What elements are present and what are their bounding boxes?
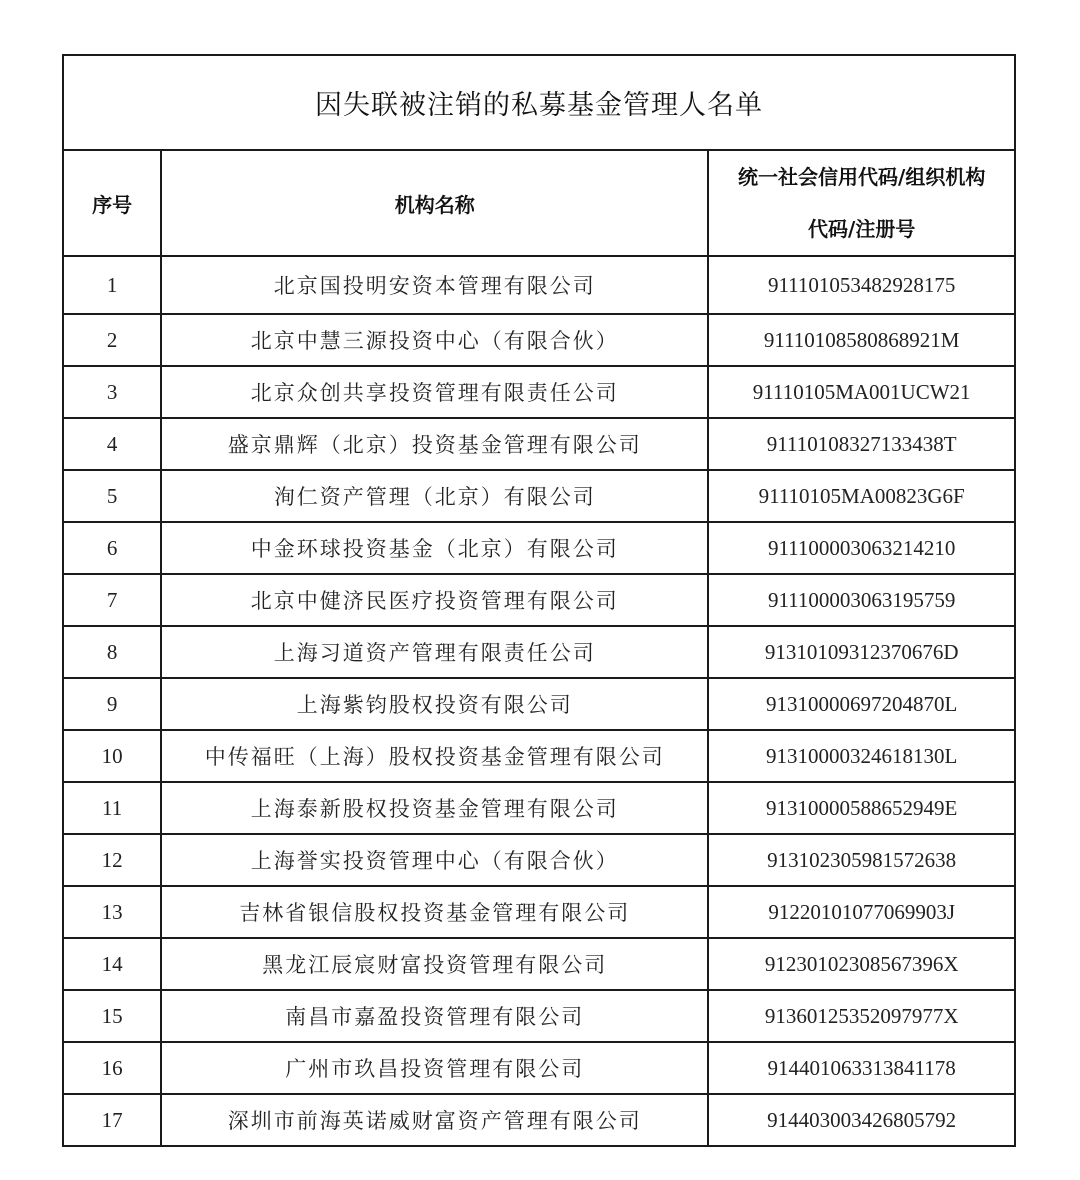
institution-name: 北京中健济民医疗投资管理有限公司	[161, 574, 708, 626]
credit-code: 91360125352097977X	[708, 990, 1015, 1042]
institution-name: 广州市玖昌投资管理有限公司	[161, 1042, 708, 1094]
institution-name: 上海习道资产管理有限责任公司	[161, 626, 708, 678]
institution-name: 上海紫钧股权投资有限公司	[161, 678, 708, 730]
table-row	[63, 678, 1015, 730]
column-header-code-line1: 统一社会信用代码/组织机构	[738, 165, 986, 189]
institution-name: 南昌市嘉盈投资管理有限公司	[161, 990, 708, 1042]
table-title: 因失联被注销的私募基金管理人名单	[63, 55, 1015, 150]
credit-code: 91310000324618130L	[708, 730, 1015, 782]
institution-name: 北京众创共享投资管理有限责任公司	[161, 366, 708, 418]
row-index: 7	[63, 574, 161, 626]
column-header-name: 机构名称	[161, 150, 708, 256]
institution-name: 上海誉实投资管理中心（有限合伙）	[161, 834, 708, 886]
credit-code: 914401063313841178	[708, 1042, 1015, 1094]
institution-name: 北京中慧三源投资中心（有限合伙）	[161, 314, 708, 366]
row-index: 11	[63, 782, 161, 834]
institution-name: 中金环球投资基金（北京）有限公司	[161, 522, 708, 574]
credit-code: 91310109312370676D	[708, 626, 1015, 678]
credit-code: 911100003063214210	[708, 522, 1015, 574]
credit-code: 91310000588652949E	[708, 782, 1015, 834]
row-index: 14	[63, 938, 161, 990]
institution-name: 深圳市前海英诺威财富资产管理有限公司	[161, 1094, 708, 1146]
row-index: 15	[63, 990, 161, 1042]
institution-name: 吉林省银信股权投资基金管理有限公司	[161, 886, 708, 938]
table-row	[63, 730, 1015, 782]
row-index: 10	[63, 730, 161, 782]
institution-name: 上海泰新股权投资基金管理有限公司	[161, 782, 708, 834]
credit-code: 913102305981572638	[708, 834, 1015, 886]
credit-code: 91110105MA00823G6F	[708, 470, 1015, 522]
row-index: 13	[63, 886, 161, 938]
institution-name: 洵仁资产管理（北京）有限公司	[161, 470, 708, 522]
institution-name: 盛京鼎辉（北京）投资基金管理有限公司	[161, 418, 708, 470]
institution-name: 北京国投明安资本管理有限公司	[161, 256, 708, 314]
column-header-code-line2: 代码/注册号	[808, 217, 916, 241]
row-index: 1	[63, 256, 161, 314]
row-index: 3	[63, 366, 161, 418]
column-header-code	[708, 150, 1015, 256]
deregistered-managers-table	[62, 54, 1016, 1147]
table-row	[63, 834, 1015, 886]
table-row	[63, 938, 1015, 990]
credit-code: 91110108327133438T	[708, 418, 1015, 470]
table-row	[63, 522, 1015, 574]
credit-code: 91230102308567396X	[708, 938, 1015, 990]
row-index: 6	[63, 522, 161, 574]
row-index: 2	[63, 314, 161, 366]
row-index: 5	[63, 470, 161, 522]
credit-code: 91310000697204870L	[708, 678, 1015, 730]
credit-code: 914403003426805792	[708, 1094, 1015, 1146]
table-row	[63, 1094, 1015, 1146]
credit-code: 91220101077069903J	[708, 886, 1015, 938]
institution-name: 黑龙江辰宸财富投资管理有限公司	[161, 938, 708, 990]
row-index: 12	[63, 834, 161, 886]
table-row	[63, 256, 1015, 314]
table-row	[63, 418, 1015, 470]
table-row	[63, 626, 1015, 678]
row-index: 17	[63, 1094, 161, 1146]
column-header-index: 序号	[63, 150, 161, 256]
credit-code: 91110105MA001UCW21	[708, 366, 1015, 418]
row-index: 4	[63, 418, 161, 470]
row-index: 8	[63, 626, 161, 678]
table-row	[63, 574, 1015, 626]
row-index: 9	[63, 678, 161, 730]
credit-code: 911101053482928175	[708, 256, 1015, 314]
table-row	[63, 990, 1015, 1042]
table-row	[63, 782, 1015, 834]
table-row	[63, 470, 1015, 522]
table-row	[63, 314, 1015, 366]
row-index: 16	[63, 1042, 161, 1094]
table-body	[63, 256, 1015, 1146]
institution-name: 中传福旺（上海）股权投资基金管理有限公司	[161, 730, 708, 782]
table-row	[63, 886, 1015, 938]
table-row	[63, 1042, 1015, 1094]
credit-code: 91110108580868921M	[708, 314, 1015, 366]
credit-code: 911100003063195759	[708, 574, 1015, 626]
table-row	[63, 366, 1015, 418]
